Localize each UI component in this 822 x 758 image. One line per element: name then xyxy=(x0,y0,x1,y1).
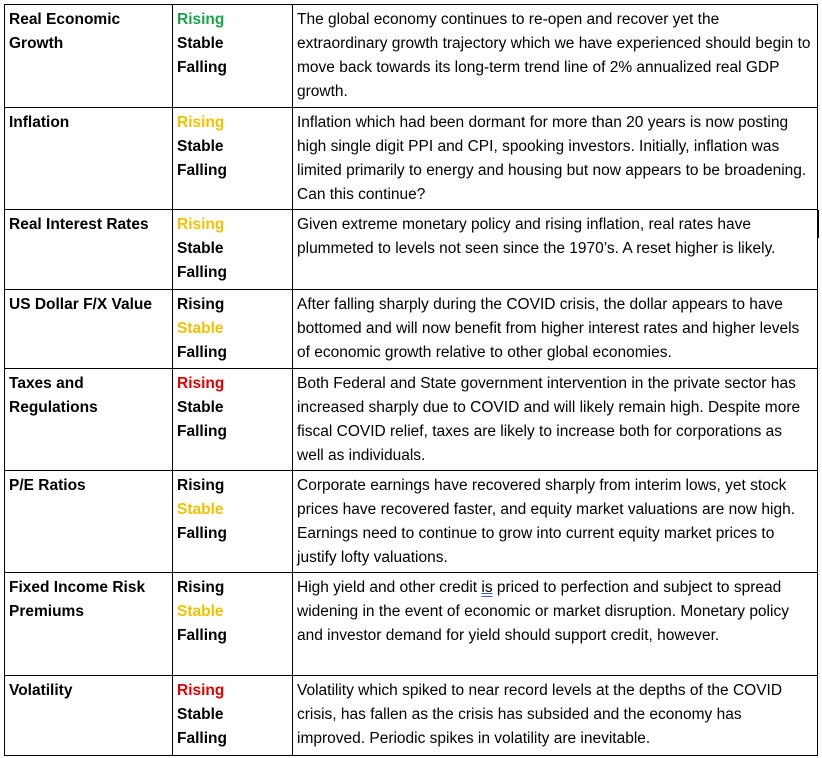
commentary-cell xyxy=(293,5,818,108)
trend-option-rising: Rising xyxy=(177,477,225,494)
commentary-text xyxy=(297,576,813,648)
factor-cell xyxy=(5,5,173,108)
trend-cell xyxy=(173,369,293,471)
factor-cell xyxy=(5,290,173,369)
factor-cell xyxy=(5,369,173,471)
commentary-cell xyxy=(293,210,818,290)
trend-cell xyxy=(173,573,293,676)
trend-cell xyxy=(173,676,293,756)
trend-option-stable: Stable xyxy=(177,320,224,337)
trend-option-falling: Falling xyxy=(177,162,227,179)
factor-label: Taxes and Regulations xyxy=(9,375,98,416)
trend-option-rising: Rising xyxy=(177,579,225,596)
factor-cell xyxy=(5,471,173,573)
trend-option-rising: Rising xyxy=(177,375,225,392)
trend-option-falling: Falling xyxy=(177,59,227,76)
table-row xyxy=(5,573,818,676)
commentary-cell xyxy=(293,471,818,573)
commentary-cell xyxy=(293,369,818,471)
trend-option-rising: Rising xyxy=(177,682,225,699)
table-row xyxy=(5,5,818,108)
trend-option-rising: Rising xyxy=(177,114,225,131)
trend-cell xyxy=(173,108,293,210)
factor-label: Inflation xyxy=(9,114,70,131)
table-row xyxy=(5,210,818,290)
commentary-text: Given extreme monetary policy and rising inflation, real rates have plummeted to levels not seen since the 1970’s. A reset higher is likely. xyxy=(297,216,776,257)
commentary-cell xyxy=(293,108,818,210)
factor-cell xyxy=(5,108,173,210)
outlook-table xyxy=(4,4,818,756)
trend-cell xyxy=(173,210,293,290)
factor-label: Fixed Income Risk Premiums xyxy=(9,579,146,620)
trend-option-stable: Stable xyxy=(177,35,224,52)
trend-option-falling: Falling xyxy=(177,264,227,281)
commentary-fragment: High yield and other credit xyxy=(297,579,482,596)
factor-cell xyxy=(5,676,173,756)
commentary-text: The global economy continues to re-open and recover yet the extraordinary growth trajectory which we have experienced should begin to move back towards its long-term trend line of 2% annualized real GDP growth. xyxy=(297,11,811,100)
commentary-cell xyxy=(293,290,818,369)
trend-option-stable: Stable xyxy=(177,399,224,416)
table-row xyxy=(5,369,818,471)
commentary-cell xyxy=(293,573,818,676)
trend-option-falling: Falling xyxy=(177,627,227,644)
commentary-text: Both Federal and State government intervention in the private sector has increased sharply due to COVID and will likely remain high. Despite more fiscal COVID relief, taxes are likely to increase both for corporations as well as individuals. xyxy=(297,375,801,464)
table-row xyxy=(5,108,818,210)
trend-option-stable: Stable xyxy=(177,706,224,723)
text-cursor xyxy=(818,210,819,238)
factor-label: Volatility xyxy=(9,682,73,699)
factor-cell xyxy=(5,573,173,676)
trend-option-rising: Rising xyxy=(177,216,225,233)
trend-option-falling: Falling xyxy=(177,423,227,440)
commentary-text: Volatility which spiked to near record levels at the depths of the COVID crisis, has fallen as the crisis has subsided and the economy has improved. Periodic spikes in volatility are inevitable. xyxy=(297,682,783,747)
commentary-text: Inflation which had been dormant for more than 20 years is now posting high single digit PPI and CPI, spooking investors. Initially, inflation was limited primarily to energy and housing but now appears to be broadening. Can this continue? xyxy=(297,114,807,203)
trend-option-rising: Rising xyxy=(177,296,225,313)
trend-option-falling: Falling xyxy=(177,344,227,361)
trend-option-rising: Rising xyxy=(177,11,225,28)
trend-option-falling: Falling xyxy=(177,525,227,542)
commentary-text: Corporate earnings have recovered sharply from interim lows, yet stock prices have recovered faster, and equity market valuations are now high. Earnings need to continue to grow into current equity market prices to justify lofty valuations. xyxy=(297,477,795,566)
outlook-table-body xyxy=(5,5,818,756)
trend-option-stable: Stable xyxy=(177,603,224,620)
commentary-fragment: priced to perfection and subject to spread widening in the event of economic or market disruption. Monetary policy and investor demand for yield should support credit, however. xyxy=(297,579,789,644)
trend-option-falling: Falling xyxy=(177,730,227,747)
trend-cell xyxy=(173,290,293,369)
commentary-text: After falling sharply during the COVID crisis, the dollar appears to have bottomed and will now benefit from higher interest rates and higher levels of economic growth relative to other global economies. xyxy=(297,296,800,361)
trend-option-stable: Stable xyxy=(177,501,224,518)
factor-cell xyxy=(5,210,173,290)
table-row xyxy=(5,290,818,369)
table-row xyxy=(5,471,818,573)
grammar-flagged-word: is xyxy=(481,579,493,596)
commentary-cell xyxy=(293,676,818,756)
trend-option-stable: Stable xyxy=(177,240,224,257)
trend-cell xyxy=(173,471,293,573)
table-row xyxy=(5,676,818,756)
trend-option-stable: Stable xyxy=(177,138,224,155)
trend-cell xyxy=(173,5,293,108)
factor-label: US Dollar F/X Value xyxy=(9,296,152,313)
factor-label: Real Interest Rates xyxy=(9,216,149,233)
factor-label: P/E Ratios xyxy=(9,477,86,494)
factor-label: Real Economic Growth xyxy=(9,11,121,52)
